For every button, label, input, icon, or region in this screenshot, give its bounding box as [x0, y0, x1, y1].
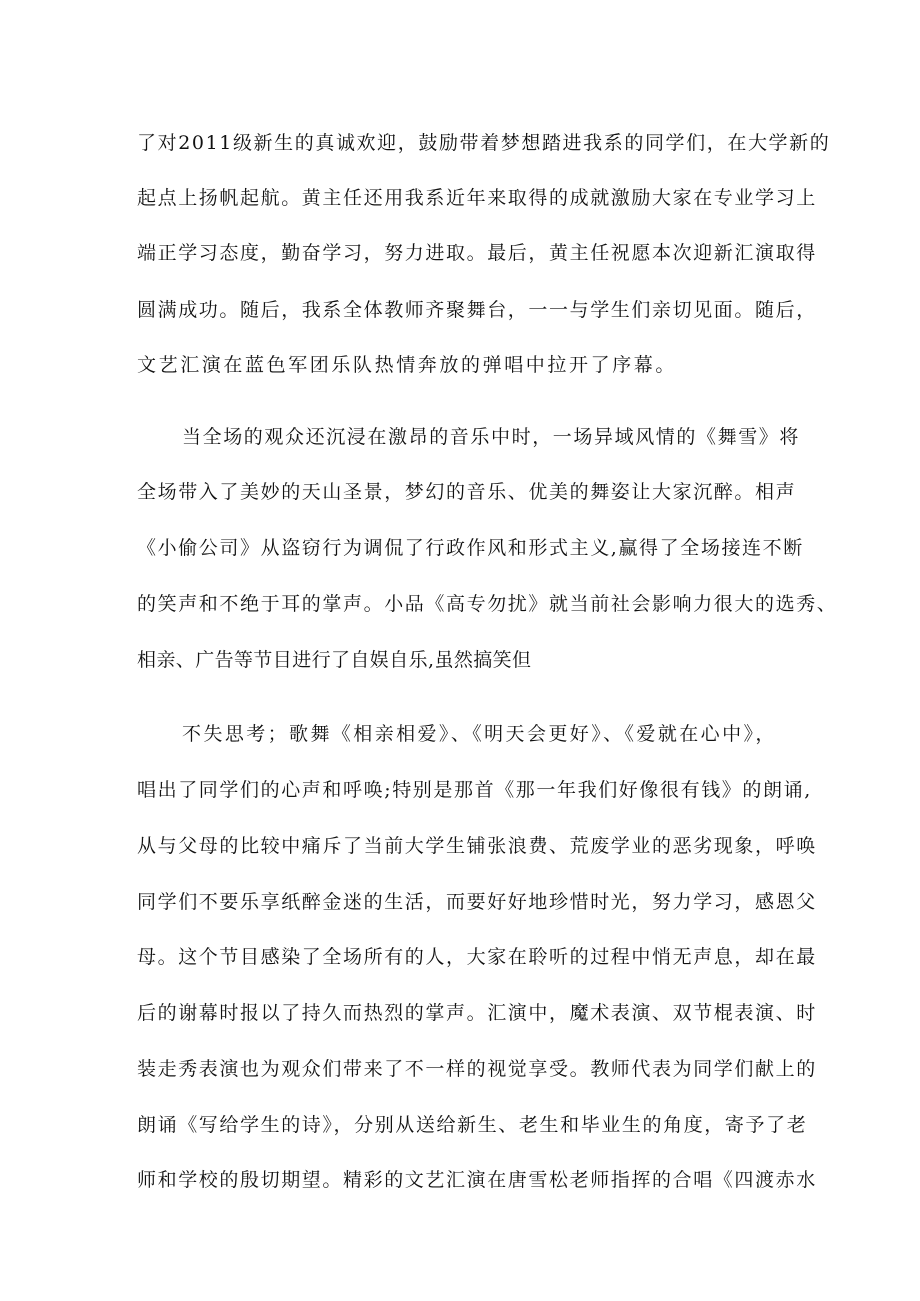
text-line: 起点上扬帆起航。黄主任还用我系近年来取得的成就激励大家在专业学习上	[137, 187, 817, 209]
text-line: 同学们不要乐享纸醉金迷的生活，而要好好地珍惜时光，努力学习，感恩父	[137, 891, 817, 913]
text-line: 文艺汇演在蓝色军团乐队热情奔放的弹唱中拉开了序幕。	[137, 354, 678, 376]
text-line: 后的谢幕时报以了持久而热烈的掌声。汇演中，魔术表演、双节棍表演、时	[137, 1002, 817, 1024]
text-line: 端正学习态度，勤奋学习，努力进取。最后，黄主任祝愿本次迎新汇演取得	[137, 242, 817, 264]
text-line: 装走秀表演也为观众们带来了不一样的视觉享受。教师代表为同学们献上的	[137, 1058, 817, 1080]
text-line: 不失思考；歌舞《相亲相爱》、《明天会更好》、《爱就在心中》，	[182, 723, 776, 745]
text-line: 师和学校的殷切期望。精彩的文艺汇演在唐雪松老师指挥的合唱《四渡赤水	[137, 1169, 817, 1191]
text-line: 全场带入了美妙的天山圣景，梦幻的音乐、优美的舞姿让大家沉醉。相声	[137, 481, 797, 503]
text-line: 唱出了同学们的心声和呼唤;特别是那首《那一年我们好像很有钱》的朗诵,	[137, 779, 812, 801]
text-line: 的笑声和不绝于耳的掌声。小品《高专勿扰》就当前社会影响力很大的选秀、	[137, 593, 838, 615]
text-line: 当全场的观众还沉浸在激昂的音乐中时，一场异域风情的《舞雪》将	[182, 426, 801, 448]
text-line: 圆满成功。随后，我系全体教师齐聚舞台，一一与学生们亲切见面。随后，	[137, 299, 817, 321]
text-line: 从与父母的比较中痛斥了当前大学生铺张浪费、荒废学业的恶劣现象，呼唤	[137, 835, 817, 857]
text-line: 相亲、广告等节目进行了自娱自乐,虽然搞笑但	[137, 649, 532, 671]
text-line: 朗诵《写给学生的诗》，分别从送给新生、老生和毕业生的角度，寄予了老	[137, 1114, 808, 1136]
text-line: 了对2011级新生的真诚欢迎，鼓励带着梦想踏进我系的同学们，在大学新的	[137, 132, 831, 154]
text-line: 《小偷公司》从盗窃行为调侃了行政作风和形式主义,赢得了全场接连不断	[137, 537, 804, 559]
text-line: 母。这个节目感染了全场所有的人，大家在聆听的过程中悄无声息，却在最	[137, 946, 817, 968]
